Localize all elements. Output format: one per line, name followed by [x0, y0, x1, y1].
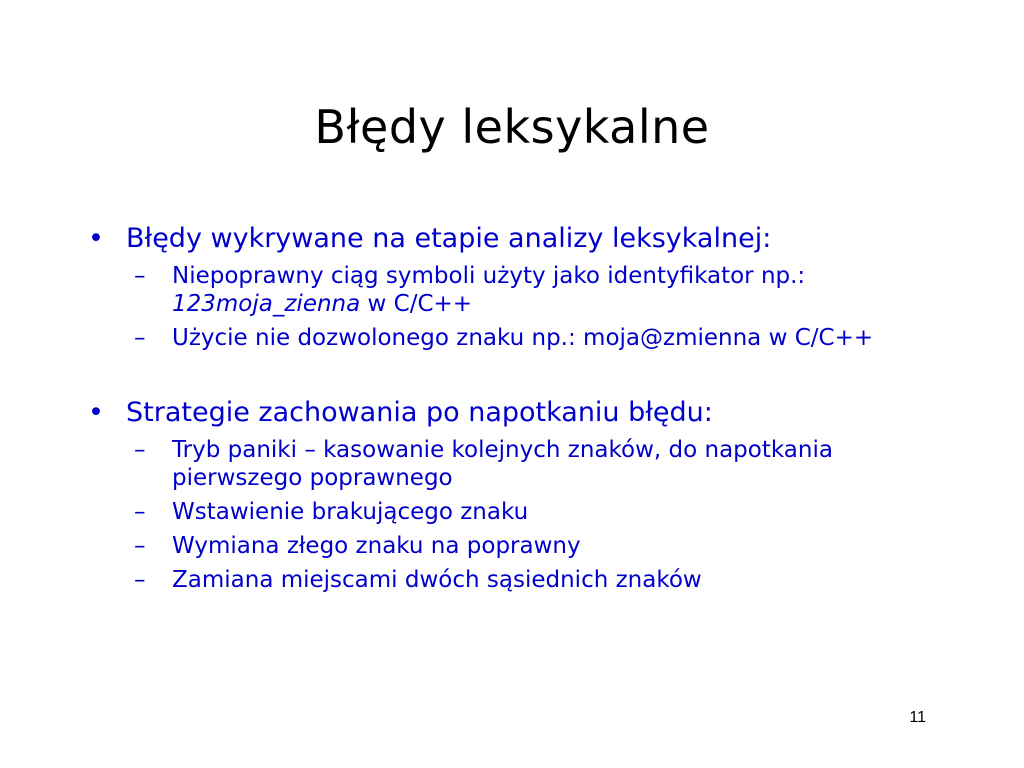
bullet-icon: • [88, 223, 104, 254]
spacer [88, 352, 948, 396]
sub-text: Tryb paniki – kasowanie kolejnych znaków, do napotkania pierwszego poprawnego [172, 437, 833, 491]
dash-icon: – [134, 437, 146, 463]
slide-title: Błędy leksykalne [314, 100, 710, 154]
dash-icon: – [134, 263, 146, 289]
sub-text: Zamiana miejscami dwóch sąsiednich znaków [172, 567, 702, 593]
bullet-text: Błędy wykrywane na etapie analizy leksykalnej: [126, 223, 772, 254]
bullet-item [88, 222, 948, 256]
dash-icon: – [134, 499, 146, 525]
bullet-icon: • [88, 397, 104, 428]
sub-text: Wymiana złego znaku na poprawny [172, 533, 581, 559]
sub-text: Wstawienie brakującego znaku [172, 499, 529, 525]
sub-item [88, 532, 948, 560]
dash-icon: – [134, 325, 146, 351]
dash-icon: – [134, 533, 146, 559]
slide-content [88, 222, 948, 594]
sub-text-italic: 123moja_zienna [172, 291, 361, 317]
bullet-item [88, 396, 948, 430]
sub-item [88, 262, 948, 318]
sub-text-before: Niepoprawny ciąg symboli użyty jako identyfikator np.: [172, 263, 806, 289]
sub-item [88, 566, 948, 594]
bullet-text: Strategie zachowania po napotkaniu błędu: [126, 397, 713, 428]
sub-item [88, 436, 948, 492]
sub-text-after: w C/C++ [360, 291, 473, 317]
sub-item [88, 498, 948, 526]
dash-icon: – [134, 567, 146, 593]
sub-item [88, 324, 948, 352]
page-number: 11 [909, 709, 926, 726]
sub-text: Użycie nie dozwolonego znaku np.: moja@zmienna w C/C++ [172, 325, 874, 351]
